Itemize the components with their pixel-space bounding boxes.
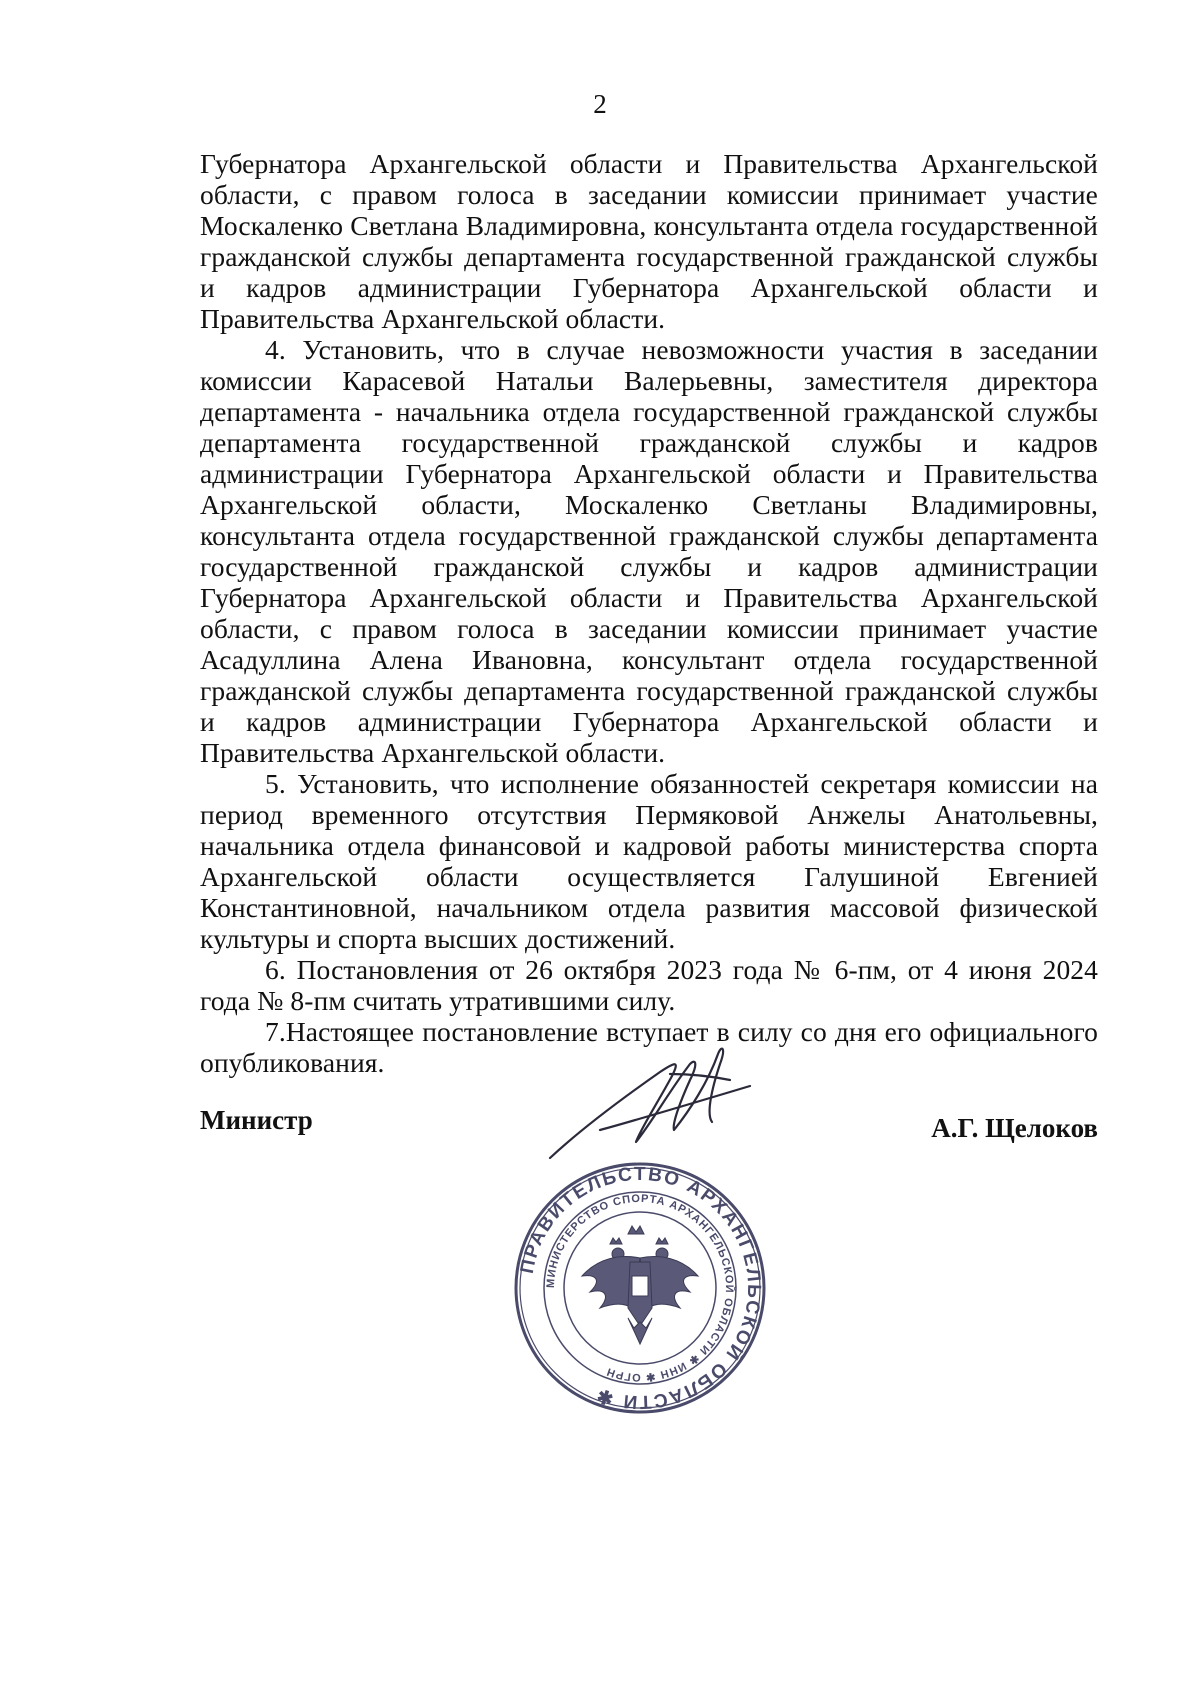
paragraph-item-6: 6. Постановления от 26 октября 2023 года № 6-пм, от 4 июня 2024 года № 8-пм считать утратившими силу.	[200, 954, 1098, 1016]
signer-name: А.Г. Щелоков	[931, 1113, 1098, 1143]
svg-text:МИНИСТЕРСТВО СПОРТА АРХАНГЕЛЬС: МИНИСТЕРСТВО СПОРТА АРХАНГЕЛЬСКОЙ ОБЛАСТИ ✱ ИНН ✱ ОГРН	[544, 1192, 736, 1384]
document-body	[200, 148, 1098, 1078]
official-seal	[510, 1158, 770, 1418]
paragraph-continuation: Губернатора Архангельской области и Правительства Архангельской области, с правом голоса в заседании комиссии принимает участие Москаленко Светлана Владимировна, консультанта отдела государственной гражданской службы департамента государственной гражданской службы и кадров администрации Губернатора Архангельской области и Правительства Архангельской области.	[200, 148, 1098, 334]
paragraph-item-7: 7.Настоящее постановление вступает в силу со дня его официального опубликования.	[200, 1016, 1098, 1078]
svg-text:ПРАВИТЕЛЬСТВО АРХАНГЕЛЬСКОЙ ОБ: ПРАВИТЕЛЬСТВО АРХАНГЕЛЬСКОЙ ОБЛАСТИ ✱	[516, 1163, 765, 1413]
signer-title: Министр	[200, 1105, 313, 1135]
page-number: 2	[593, 89, 607, 119]
paragraph-item-4: 4. Установить, что в случае невозможности участия в заседании комиссии Карасевой Натальи Валерьевны, заместителя директора департамента - начальника отдела государственной гражданской службы департамента государственной гражданской службы и кадров администрации Губернатора Архангельской области и Правительства Архангельской области, Москаленко Светланы Владимировны, консультанта отдела государственной гражданской службы департамента государственной гражданской службы и кадров администрации Губернатора Архангельской области и Правительства Архангельской области, с правом голоса в заседании комиссии принимает участие Асадуллина Алена Ивановна, консультант отдела государственной гражданской службы департамента государственной гражданской службы и кадров администрации Губернатора Архангельской области и Правительства Архангельской области.	[200, 334, 1098, 768]
paragraph-item-5: 5. Установить, что исполнение обязанностей секретаря комиссии на период временного отсутствия Пермяковой Анжелы Анатольевны, начальника отдела финансовой и кадровой работы министерства спорта Архангельской области осуществляется Галушиной Евгенией Константиновной, начальником отдела развития массовой физической культуры и спорта высших достижений.	[200, 768, 1098, 954]
